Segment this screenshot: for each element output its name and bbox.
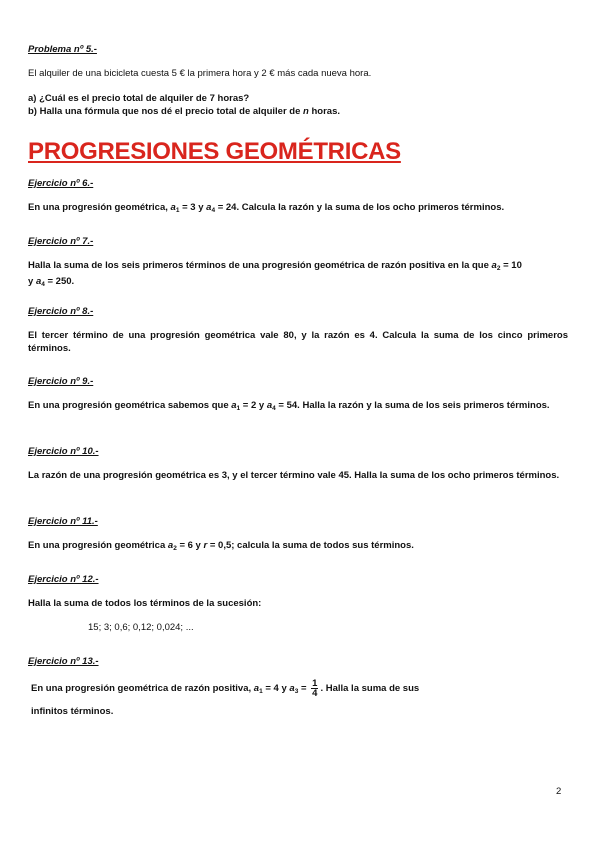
problem-5-heading: Problema nº 5.- <box>28 44 97 55</box>
exercise-13-text: En una progresión geométrica de razón positiva, $a_1 = 4$ y $a_3$ = $\frac{1}{4}$ . Halla la suma de sus <box>31 678 420 699</box>
exercise-7-text: Halla la suma de los seis primeros términos de una progresión geométrica de razón positiva en la que $a_2 = 10$ y $a_4 = 250$. <box>28 260 522 288</box>
exercise-11-heading: Ejercicio nº 11.- <box>28 516 98 527</box>
exercise-11-text: En una progresión geométrica $a_2 = 6$ y r = 0,5; calcula la suma de todos sus términos. <box>28 540 414 552</box>
problem-5-item-a: a) ¿Cuál es el precio total de alquiler de 7 horas? <box>28 93 250 104</box>
exercise-8-text: El tercer término de una progresión geométrica vale 80, y la razón es 4. Calcula la suma de los cinco primeros términos. <box>28 330 568 354</box>
section-title: PROGRESIONES GEOMÉTRICAS <box>28 138 401 165</box>
exercise-12-text: Halla la suma de todos los términos de la sucesión: <box>28 598 262 609</box>
exercise-10-text: La razón de una progresión geométrica es 3, y el tercer término vale 45. Halla la suma de los ocho primeros términos. <box>28 470 560 481</box>
exercise-6-heading: Ejercicio nº 6.- <box>28 178 94 189</box>
exercise-7-heading: Ejercicio nº 7.- <box>28 236 94 247</box>
exercise-6-text: En una progresión geométrica, $a_1 = 3$ y $a_4 = 24$. Calcula la razón y la suma de los ocho primeros términos. <box>28 202 505 214</box>
exercise-9-text: En una progresión geométrica sabemos que $a_1 = 2$ y $a_4 = 54$. Halla la razón y la suma de los seis primeros términos. <box>28 400 550 412</box>
fraction-one-quarter: $\frac{1}{4}$ <box>312 678 318 699</box>
exercise-12-heading: Ejercicio nº 12.- <box>28 574 99 585</box>
exercise-9-heading: Ejercicio nº 9.- <box>28 376 94 387</box>
exercise-13-text-cont: infinitos términos. <box>31 706 114 717</box>
exercise-10-heading: Ejercicio nº 10.- <box>28 446 99 457</box>
page-number: 2 <box>556 786 562 797</box>
exercise-12-sequence: 15; 3; 0,6; 0,12; 0,024; ... <box>88 622 194 633</box>
exercise-13-heading: Ejercicio nº 13.- <box>28 656 99 667</box>
problem-5-statement: El alquiler de una bicicleta cuesta 5 € la primera hora y 2 € más cada nueva hora. <box>28 68 372 79</box>
problem-5-item-b: b) Halla una fórmula que nos dé el precio total de alquiler de n horas. <box>28 106 340 117</box>
exercise-8-heading: Ejercicio nº 8.- <box>28 306 94 317</box>
